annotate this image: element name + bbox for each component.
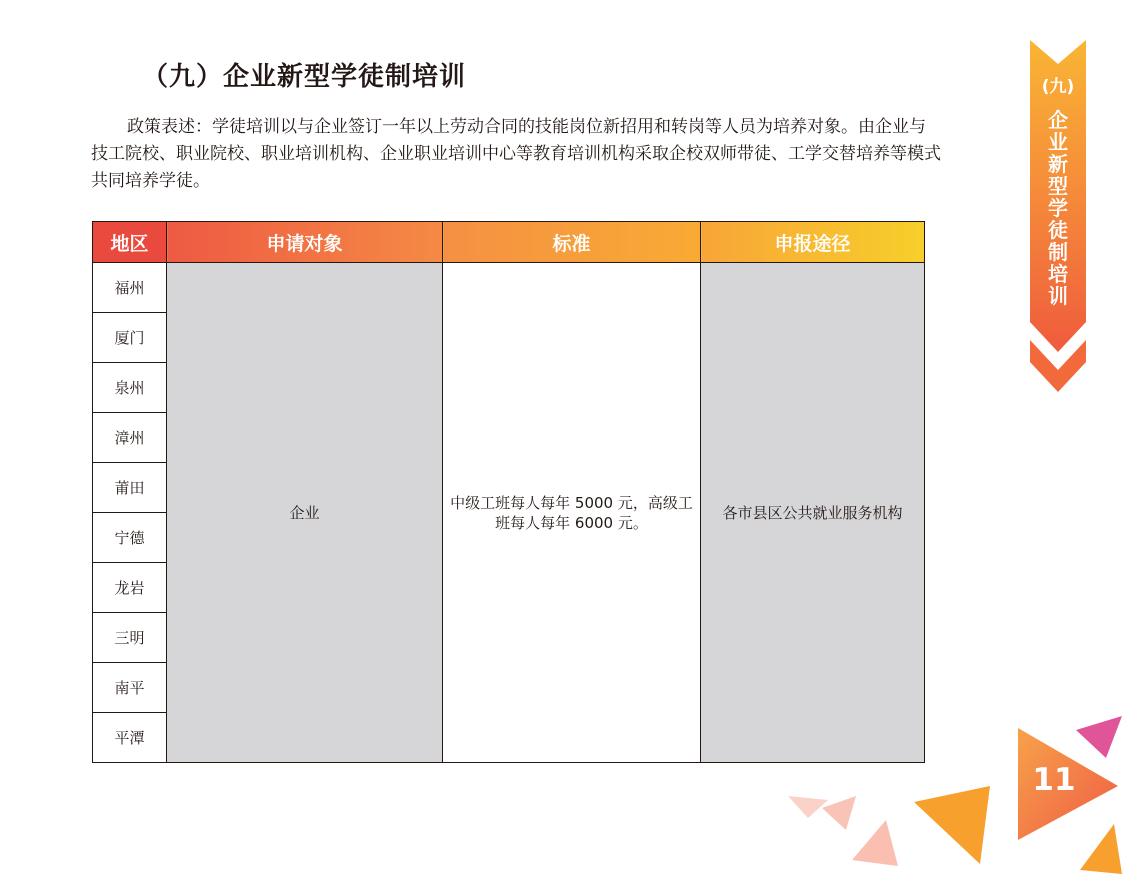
triangle-decoration (788, 796, 828, 818)
region-cell: 南平 (93, 663, 167, 713)
triangle-decoration (1080, 824, 1122, 874)
policy-description: 政策表述：学徒培训以与企业签订一年以上劳动合同的技能岗位新招用和转岗等人员为培养对象。由企业与技工院校、职业院校、职业培训机构、企业职业培训中心等教育培训机构采取企校双师带徒、工学交替培养等模式共同培养学徒。 (91, 117, 941, 191)
triangle-decoration (822, 796, 856, 830)
header-region: 地区 (93, 222, 167, 263)
side-tab-char: 徒 (1048, 218, 1068, 242)
side-tab-text (1030, 72, 1086, 307)
side-tab-char: 制 (1048, 240, 1068, 264)
triangle-decoration (914, 786, 990, 864)
region-cell: 三明 (93, 613, 167, 663)
side-tab-char: 训 (1048, 284, 1068, 308)
header-applicant: 申请对象 (167, 222, 443, 263)
region-cell: 龙岩 (93, 563, 167, 613)
triangle-decoration (852, 820, 898, 866)
side-tab-char: 新 (1048, 152, 1068, 176)
page-number: 11 (1032, 762, 1076, 798)
header-standard: 标准 (443, 222, 701, 263)
section-title: （九）企业新型学徒制培训 (142, 62, 467, 92)
triangle-decoration (1076, 716, 1122, 758)
table-row (93, 263, 925, 313)
region-cell: 平潭 (93, 713, 167, 763)
side-tab-char: 培 (1048, 262, 1068, 286)
header-channel: 申报途径 (701, 222, 925, 263)
region-cell: 宁德 (93, 513, 167, 563)
region-cell: 漳州 (93, 413, 167, 463)
policy-table (92, 221, 925, 763)
applicant-cell: 企业 (167, 263, 443, 763)
standard-cell: 中级工班每人每年 5000 元，高级工班每人每年 6000 元。 (443, 263, 701, 763)
table-header-row (93, 222, 925, 263)
side-tab-char: 企 (1048, 108, 1068, 132)
region-cell: 厦门 (93, 313, 167, 363)
side-tab-char: 型 (1048, 174, 1068, 198)
side-tab-char: 业 (1048, 130, 1068, 154)
region-cell: 泉州 (93, 363, 167, 413)
side-tab-char: 学 (1048, 196, 1068, 220)
region-cell: 莆田 (93, 463, 167, 513)
channel-cell: 各市县区公共就业服务机构 (701, 263, 925, 763)
region-cell: 福州 (93, 263, 167, 313)
side-tab-number: (九) (1041, 77, 1075, 97)
